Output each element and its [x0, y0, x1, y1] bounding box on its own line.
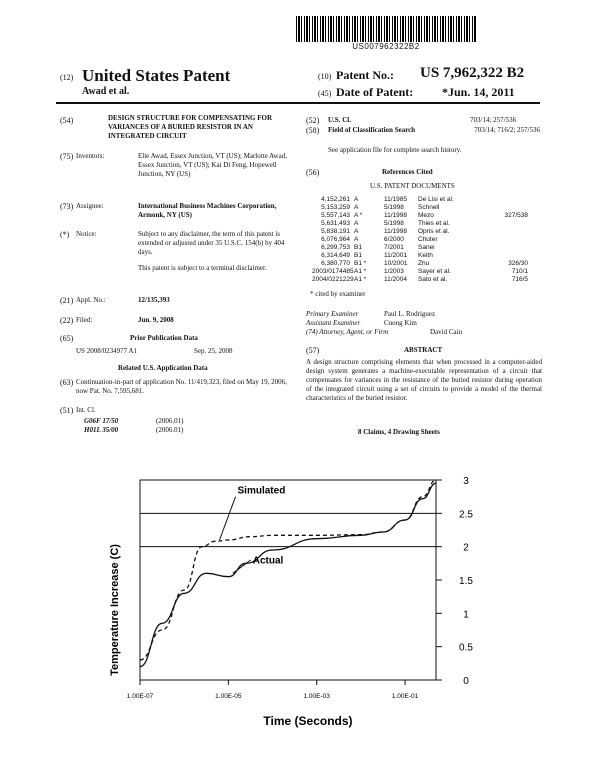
reference-name: Zhu — [418, 260, 430, 267]
terminal-disclaimer: This patent is subject to a terminal disclaimer. — [138, 264, 267, 272]
reference-row — [312, 276, 532, 283]
y-tick-label: 2.5 — [459, 509, 473, 521]
code-22: (22) — [60, 316, 74, 325]
temperature-chart — [0, 470, 600, 774]
actual-label: Actual — [252, 555, 284, 567]
series-line-actual — [140, 483, 436, 666]
assistant-examiner: Cuong Kim — [384, 319, 417, 327]
reference-date: 1/2003 — [384, 268, 404, 275]
reference-name: Keith — [418, 252, 433, 259]
reference-name: Thies et al. — [418, 220, 450, 227]
code-56: (56) — [306, 168, 320, 177]
barcode — [296, 16, 476, 42]
patent-type-title: United States Patent — [82, 66, 231, 85]
attorney-label: (74) Attorney, Agent, or Firm — [306, 328, 389, 336]
reference-date: 7/2001 — [384, 244, 404, 251]
cited-note: * cited by examiner — [310, 290, 366, 298]
code-65: (65) — [60, 334, 74, 343]
barcode-number: US007962322B2 — [352, 42, 420, 51]
reference-date: 11/2001 — [384, 252, 408, 259]
filed-label: Filed: — [76, 316, 93, 324]
appl-no-label: Appl. No.: — [76, 296, 106, 304]
reference-row — [312, 204, 532, 211]
y-tick-label: 0.5 — [459, 642, 473, 654]
reference-no: 6,299,753 — [321, 244, 350, 251]
us-cl-value: 703/14; 257/536 — [470, 116, 517, 124]
reference-row — [312, 220, 532, 227]
series-line-simulated — [140, 480, 436, 660]
reference-row — [312, 236, 532, 243]
reference-name: Sanei — [418, 244, 435, 251]
code-45: (45) — [318, 89, 332, 98]
reference-k: A — [354, 236, 359, 243]
int-cl-version: (2006.01) — [156, 417, 184, 425]
patent-number: US 7,962,322 B2 — [420, 65, 525, 81]
claims: 8 Claims, 4 Drawing Sheets — [358, 428, 440, 436]
plot-frame — [140, 480, 436, 680]
reference-name: Opris et al. — [418, 228, 450, 235]
references-label: References Cited — [382, 168, 433, 176]
reference-cls: 327/538 — [504, 212, 528, 219]
date-label: Date of Patent: — [336, 85, 414, 99]
header-divider — [56, 102, 540, 104]
int-cl-label: Int. Cl. — [76, 406, 96, 414]
reference-k: B1 * — [354, 260, 367, 267]
reference-cls: 326/30 — [508, 260, 528, 267]
us-cl-label: U.S. Cl. — [328, 116, 351, 124]
reference-date: 5/1998 — [384, 220, 404, 227]
field-search-label: Field of Classification Search — [328, 126, 416, 134]
reference-date: 5/1998 — [384, 204, 404, 211]
reference-no: 2003/0174485 — [312, 268, 354, 275]
code-12: (12) — [60, 73, 74, 82]
reference-no: 5,631,493 — [321, 220, 350, 227]
code-75: (75) — [60, 152, 74, 161]
reference-no: 6,076,964 — [321, 236, 350, 243]
reference-row — [312, 228, 532, 235]
assignee: International Business Machines Corporation, Armonk, NY (US) — [138, 202, 277, 219]
x-tick-label: 1.00E-01 — [391, 693, 419, 700]
int-cl-version: (2006.01) — [156, 426, 184, 434]
reference-k: B1 — [354, 244, 362, 251]
reference-row — [312, 252, 532, 259]
code-52: (52) — [306, 116, 320, 125]
reference-cls: 716/5 — [511, 276, 528, 283]
reference-date: 11/1998 — [384, 228, 408, 235]
code-54: (54) — [60, 116, 74, 125]
code-notice: (*) — [60, 230, 70, 239]
reference-row — [312, 212, 532, 219]
us-patent-docs: U.S. PATENT DOCUMENTS — [370, 182, 455, 190]
reference-date: 10/2001 — [384, 260, 408, 267]
reference-date: 11/1985 — [384, 196, 408, 203]
reference-k: A — [354, 196, 359, 203]
invention-title: DESIGN STRUCTURE FOR COMPENSATING FOR VARIANCES OF A BURIED RESISTOR IN AN INTEGRATED CIRCUIT — [108, 114, 272, 140]
y-tick-label: 0 — [463, 676, 469, 687]
y-axis-label: Temperature Increase (C) — [109, 544, 121, 676]
code-63: (63) — [60, 378, 74, 387]
reference-date: 11/2004 — [384, 276, 408, 283]
inventors-label: Inventors: — [76, 152, 105, 160]
reference-date: 11/1998 — [384, 212, 408, 219]
reference-no: 6,314,649 — [321, 252, 350, 259]
related-text: Continuation-in-part of application No. 11/419,323, filed on May 19, 2006, now Pat. No. 7,595,681. — [76, 378, 287, 395]
code-57: (57) — [306, 346, 320, 355]
code-58: (58) — [306, 126, 320, 135]
reference-k: A — [354, 220, 359, 227]
reference-name: De Lisi et al. — [418, 196, 454, 203]
code-10: (10) — [318, 72, 332, 81]
reference-k: A1 * — [354, 276, 367, 283]
y-tick-label: 2 — [463, 542, 469, 554]
code-51: (51) — [60, 406, 74, 415]
reference-name: Sato et al. — [418, 276, 448, 283]
attorney: David Cain — [430, 328, 463, 336]
x-tick-label: 1.00E-07 — [126, 693, 154, 700]
reference-no: 5,838,191 — [321, 228, 350, 235]
primary-examiner: Paul L. Rodriguez — [384, 310, 436, 318]
primary-examiner-label: Primary Examiner — [306, 310, 359, 318]
x-axis-label: Time (Seconds) — [263, 714, 353, 728]
search-history-note: See application file for complete search history. — [328, 146, 462, 154]
reference-k: A — [354, 204, 359, 211]
reference-k: B1 — [354, 252, 362, 259]
prior-pub-heading: Prior Publication Data — [130, 334, 198, 342]
y-tick-label: 1 — [463, 609, 469, 621]
reference-name: Chuter — [418, 236, 438, 243]
inventor-short: Awad et al. — [82, 86, 130, 97]
y-tick-label: 3 — [463, 476, 469, 487]
reference-no: 5,557,143 — [321, 212, 350, 219]
prior-pub-date: Sep. 25, 2008 — [194, 347, 233, 355]
reference-cls: 710/1 — [511, 268, 528, 275]
reference-row — [312, 260, 532, 267]
actual-leader — [233, 560, 251, 573]
reference-date: 6/2000 — [384, 236, 404, 243]
patent-no-label: Patent No.: — [336, 68, 394, 82]
abstract-text: A design structure comprising elements that when processed in a computer-aided design system generates a machine-executable representation of a circuit that compensates for variances in the resistance of the buried resistor during operation of the integrated circuit using a set of circuits to provide a model of the thermal characteristics of the buried resistor. — [306, 358, 542, 402]
related-heading: Related U.S. Application Data — [118, 364, 208, 372]
reference-name: Schnell — [418, 204, 440, 211]
reference-name: Mezo — [418, 212, 434, 219]
notice-text: Subject to any disclaimer, the term of this patent is extended or adjusted under 35 U.S.C. 154(b) by 404 days. — [138, 230, 285, 256]
y-tick-label: 1.5 — [459, 576, 473, 587]
inventors: Elie Awad, Essex Junction, VT (US); Marlotte Awad, Essex Junction, VT (US); Kai Di Feng, Hopewell Junction, NY (US) — [138, 152, 287, 178]
reference-no: 5,153,259 — [321, 204, 350, 211]
reference-name: Sayer et al. — [418, 268, 451, 275]
x-tick-label: 1.00E-05 — [215, 693, 242, 700]
reference-no: 6,380,770 — [321, 260, 350, 267]
x-tick-label: 1.00E-03 — [303, 693, 330, 700]
reference-row — [312, 244, 532, 251]
reference-k: A * — [354, 212, 363, 219]
simulated-leader — [220, 497, 236, 540]
int-cl-row: G06F 17/50 — [84, 417, 119, 425]
appl-no: 12/135,393 — [138, 296, 170, 304]
assistant-examiner-label: Assistant Examiner — [306, 319, 361, 327]
prior-pub: US 2008/0234977 A1 — [76, 347, 138, 355]
patent-date: *Jun. 14, 2011 — [442, 85, 515, 99]
reference-no: 4,152,261 — [321, 196, 350, 203]
reference-k: A1 * — [354, 268, 367, 275]
reference-row — [312, 268, 532, 275]
abstract-label: ABSTRACT — [404, 346, 443, 354]
reference-k: A — [354, 228, 359, 235]
notice-label: Notice: — [76, 230, 97, 238]
filed-date: Jun. 9, 2008 — [138, 316, 174, 324]
simulated-label: Simulated — [237, 485, 286, 497]
reference-row — [312, 196, 532, 203]
code-73: (73) — [60, 202, 74, 211]
int-cl-row: H01L 35/00 — [84, 426, 119, 434]
assignee-label: Assignee: — [76, 202, 104, 210]
field-search-value: 703/14; 716/2; 257/536 — [474, 126, 540, 134]
reference-no: 2004/0221229 — [312, 276, 354, 283]
code-21: (21) — [60, 296, 74, 305]
